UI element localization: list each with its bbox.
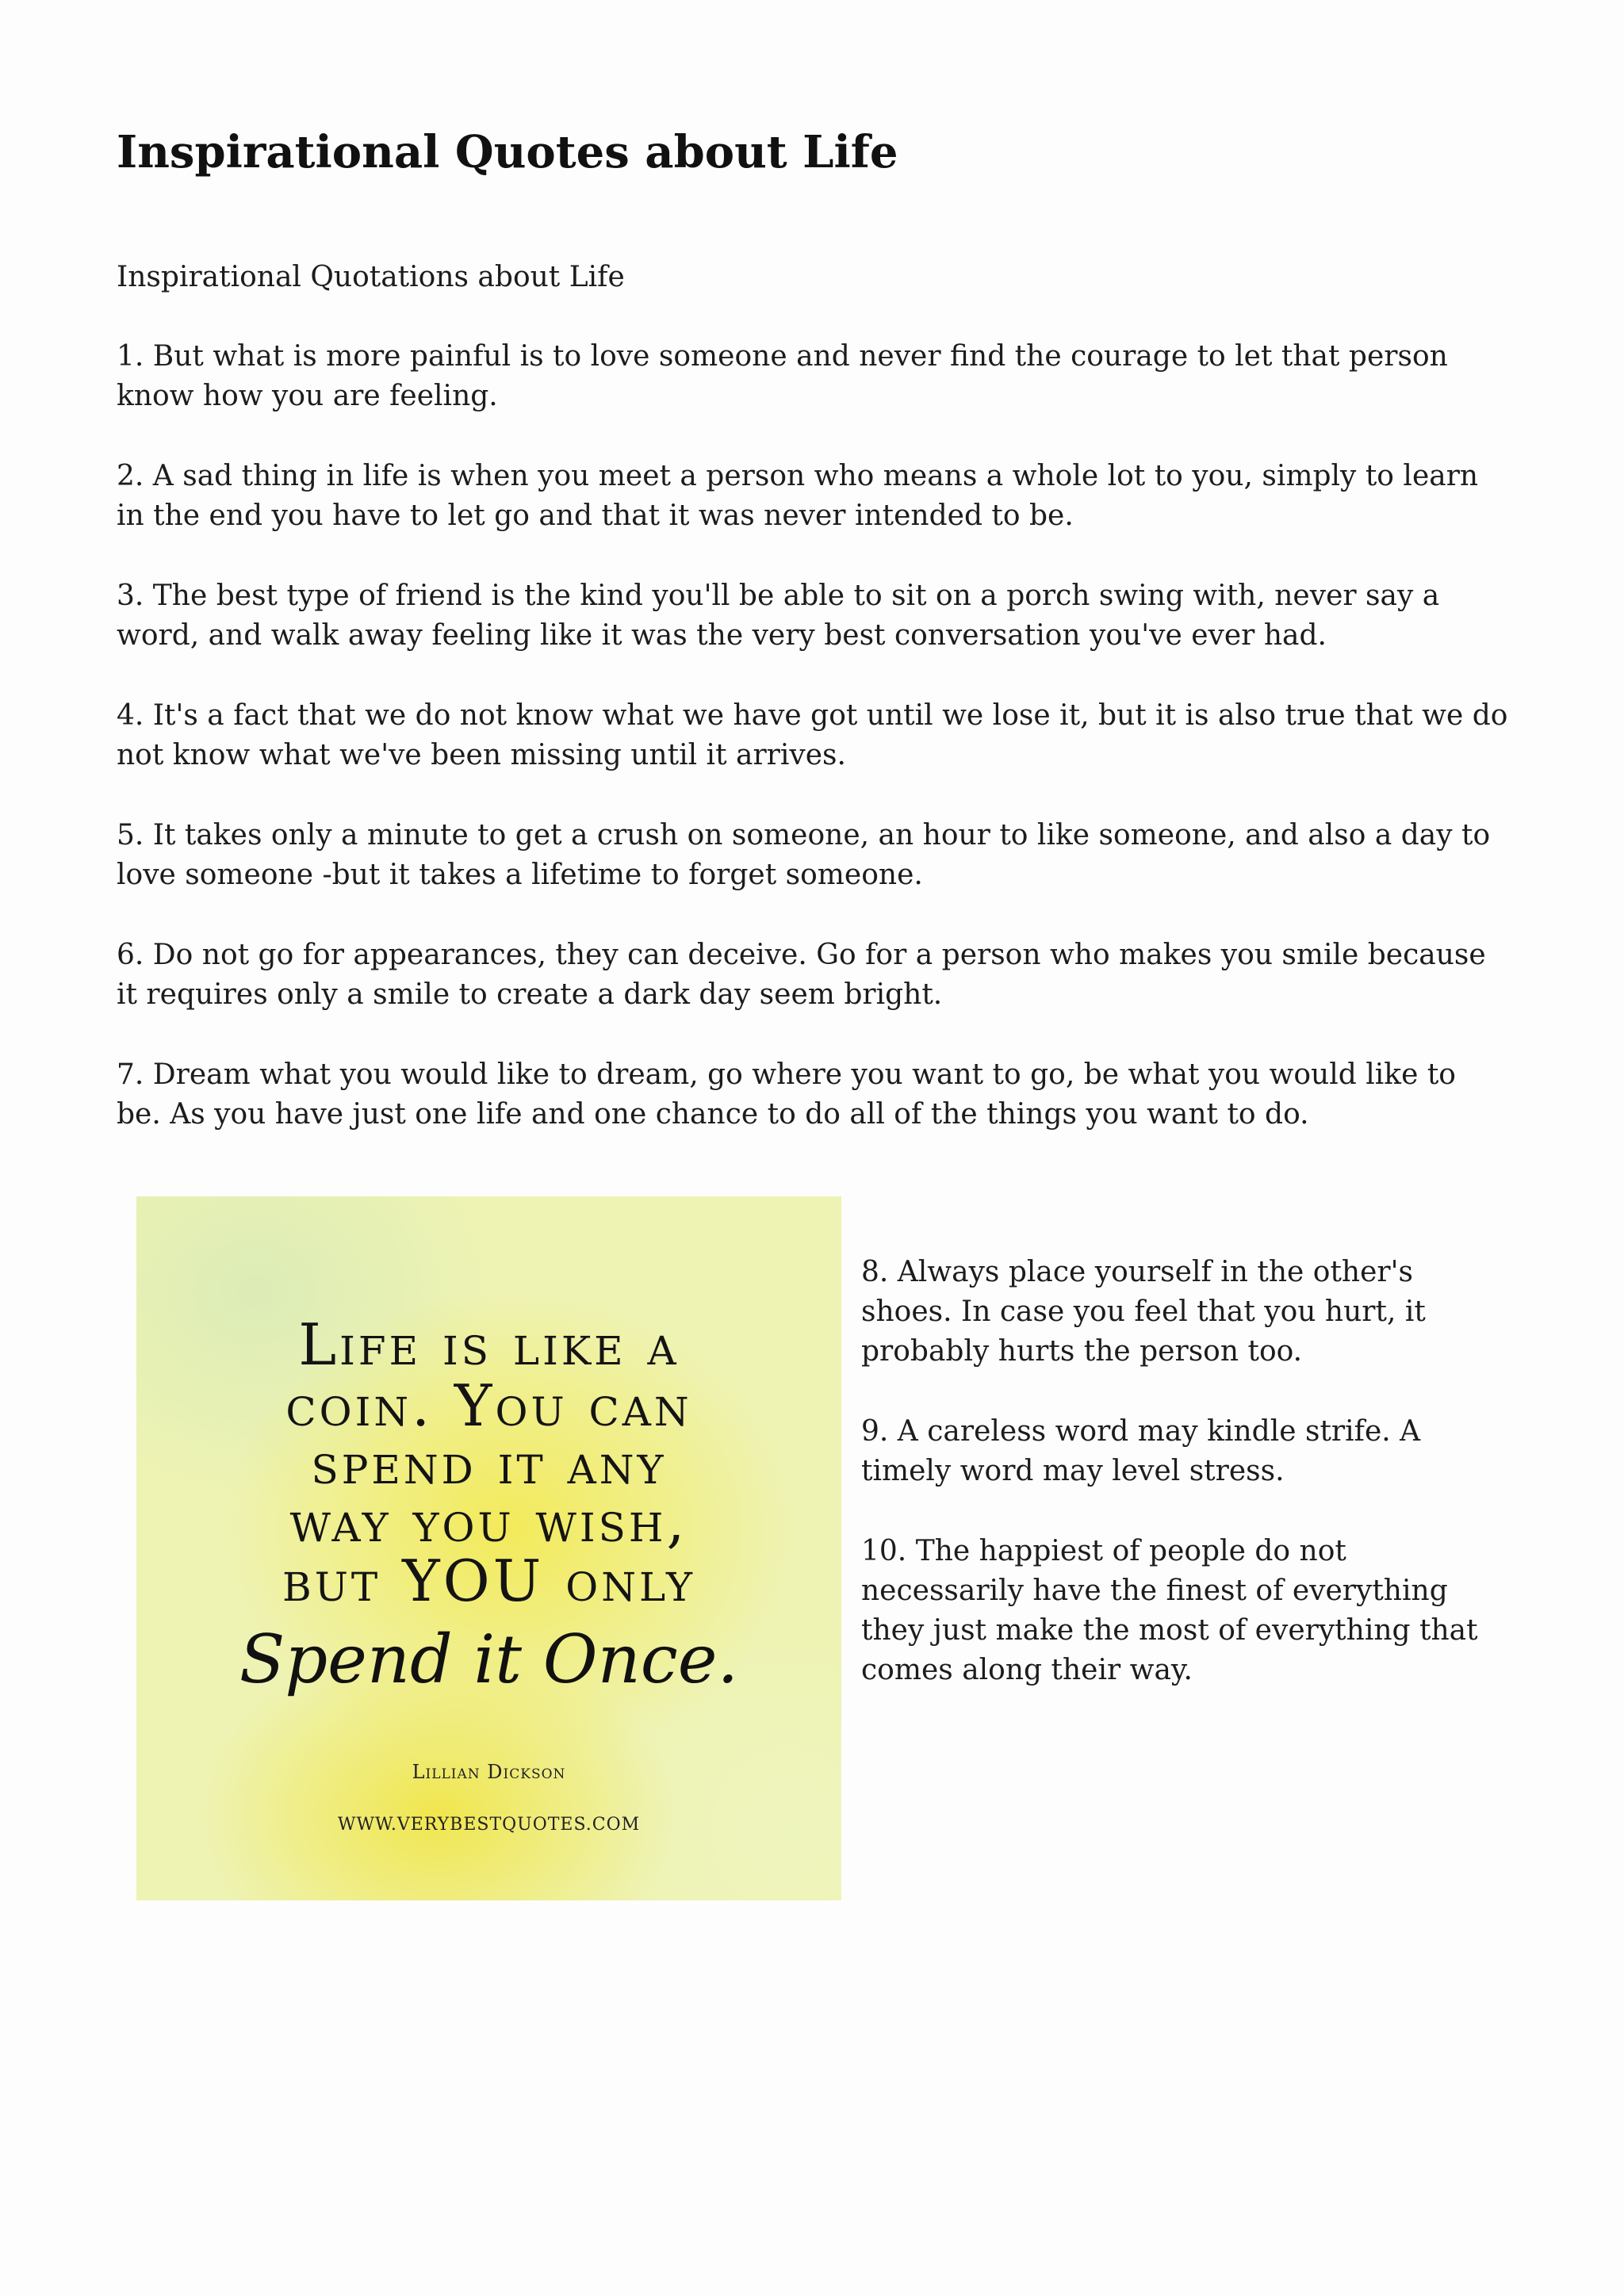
side-quotes-list <box>861 1253 1511 1731</box>
quote-item: 1. But what is more painful is to love someone and never find the courage to let that person know how you are feeling. <box>117 340 1448 412</box>
quote-item: 3. The best type of friend is the kind you'll be able to sit on a porch swing with, never say a word, and walk away feeling like it was the very best conversation you've ever had. <box>117 580 1440 652</box>
quote-item: 8. Always place yourself in the other's shoes. In case you feel that you hurt, it probably hurts the person too. <box>861 1256 1426 1368</box>
quote-item: 5. It takes only a minute to get a crush on someone, an hour to like someone, and also a day to love someone -but it takes a lifetime to forget someone. <box>117 819 1491 891</box>
image-quote-line: Life is like a <box>298 1311 680 1378</box>
quote-item: 7. Dream what you would like to dream, go where you want to go, be what you would like to be. As you have just one life and one chance to do all of the things you want to do. <box>117 1058 1456 1131</box>
quote-item: 4. It's a fact that we do not know what we have got until we lose it, but it is also true that we do not know what we've been missing until it arrives. <box>117 699 1508 771</box>
page-title: Inspirational Quotes about Life <box>117 126 898 178</box>
quote-item: 2. A sad thing in life is when you meet a person who means a whole lot to you, simply to learn in the end you have to let go and that it was never intended to be. <box>117 460 1479 532</box>
image-author: Lillian Dickson <box>412 1761 566 1783</box>
image-quote-line: spend it any <box>311 1430 667 1497</box>
quotes-list <box>117 337 1508 1175</box>
quote-image <box>136 1196 841 1900</box>
intro-text: Inspirational Quotations about Life <box>117 261 625 293</box>
image-quote-line: but YOU only <box>282 1548 695 1614</box>
image-script-text: Spend it Once. <box>239 1621 739 1698</box>
quote-item: 9. A careless word may kindle strife. A timely word may level stress. <box>861 1415 1421 1487</box>
image-quote-line: coin. You can <box>285 1372 692 1439</box>
quote-item: 6. Do not go for appearances, they can deceive. Go for a person who makes you smile because it requires only a smile to create a dark day seem bright. <box>117 939 1486 1011</box>
image-quote-line: way you wish, <box>289 1488 688 1555</box>
image-site: WWW.VERYBESTQUOTES.COM <box>337 1815 641 1835</box>
quote-item: 10. The happiest of people do not necessarily have the finest of everything they just make the most of everything that comes along their way. <box>861 1535 1478 1686</box>
